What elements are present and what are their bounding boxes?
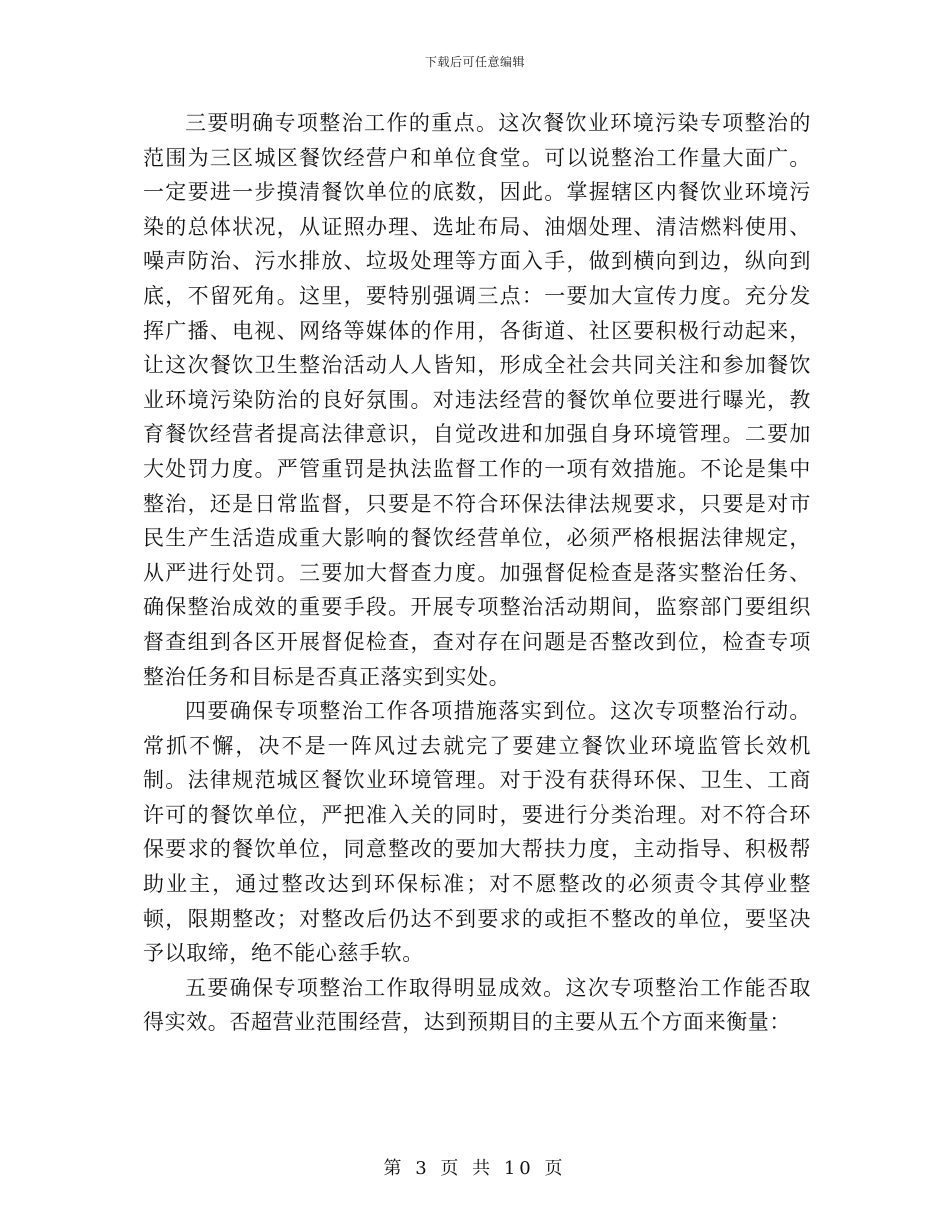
paragraph-three: 三要明确专项整治工作的重点。这次餐饮业环境污染专项整治的范围为三区城区餐饮经营户和单位食堂。可以说整治工作量大面广。一定要进一步摸清餐饮单位的底数，因此。掌握辖区内餐饮业环境污染的总体状况，从证照办理、选址布局、油烟处理、清洁燃料使用、噪声防治、污水排放、垃圾处理等方面入手，做到横向到边，纵向到底，不留死角。这里，要特别强调三点：一要加大宣传力度。充分发挥广播、电视、网络等媒体的作用，各街道、社区要积极行动起来，让这次餐饮卫生整治活动人人皆知，形成全社会共同关注和参加餐饮业环境污染防治的良好氛围。对违法经营的餐饮单位要进行曝光，教育餐饮经营者提高法律意识，自觉改进和加强自身环境管理。二要加大处罚力度。严管重罚是执法监督工作的一项有效措施。不论是集中整治，还是日常监督，只要是不符合环保法律法规要求，只要是对市民生产生活造成重大影响的餐饮经营单位，必须严格根据法律规定，从严进行处罚。三要加大督查力度。加强督促检查是落实整治任务、确保整治成效的重要手段。开展专项整治活动期间，监察部门要组织督查组到各区开展督促检查，查对存在问题是否整改到位，检查专项整治任务和目标是否真正落实到实处。 [143, 111, 811, 689]
paragraph-four: 四要确保专项整治工作各项措施落实到位。这次专项整治行动。常抓不懈，决不是一阵风过去就完了要建立餐饮业环境监管长效机制。法律规范城区餐饮业环境管理。对于没有获得环保、卫生、工商许可的餐饮单位，严把准入关的同时，要进行分类治理。对不符合环保要求的餐饮单位，同意整改的要加大帮扶力度，主动指导、积极帮助业主，通过整改达到环保标准；对不愿整改的必须责令其停业整顿，限期整改；对整改后仍达不到要求的或拒不整改的单位，要坚决予以取缔，绝不能心慈手软。 [143, 699, 811, 966]
document-body [143, 106, 811, 1040]
paragraph-five: 五要确保专项整治工作取得明显成效。这次专项整治工作能否取得实效。否超营业范围经营，达到预期目的主要从五个方面来衡量： [143, 975, 811, 1035]
page-number: 第 3 页 共 10 页 [383, 1158, 567, 1179]
page-header-note: 下载后可任意编辑 [424, 55, 525, 69]
